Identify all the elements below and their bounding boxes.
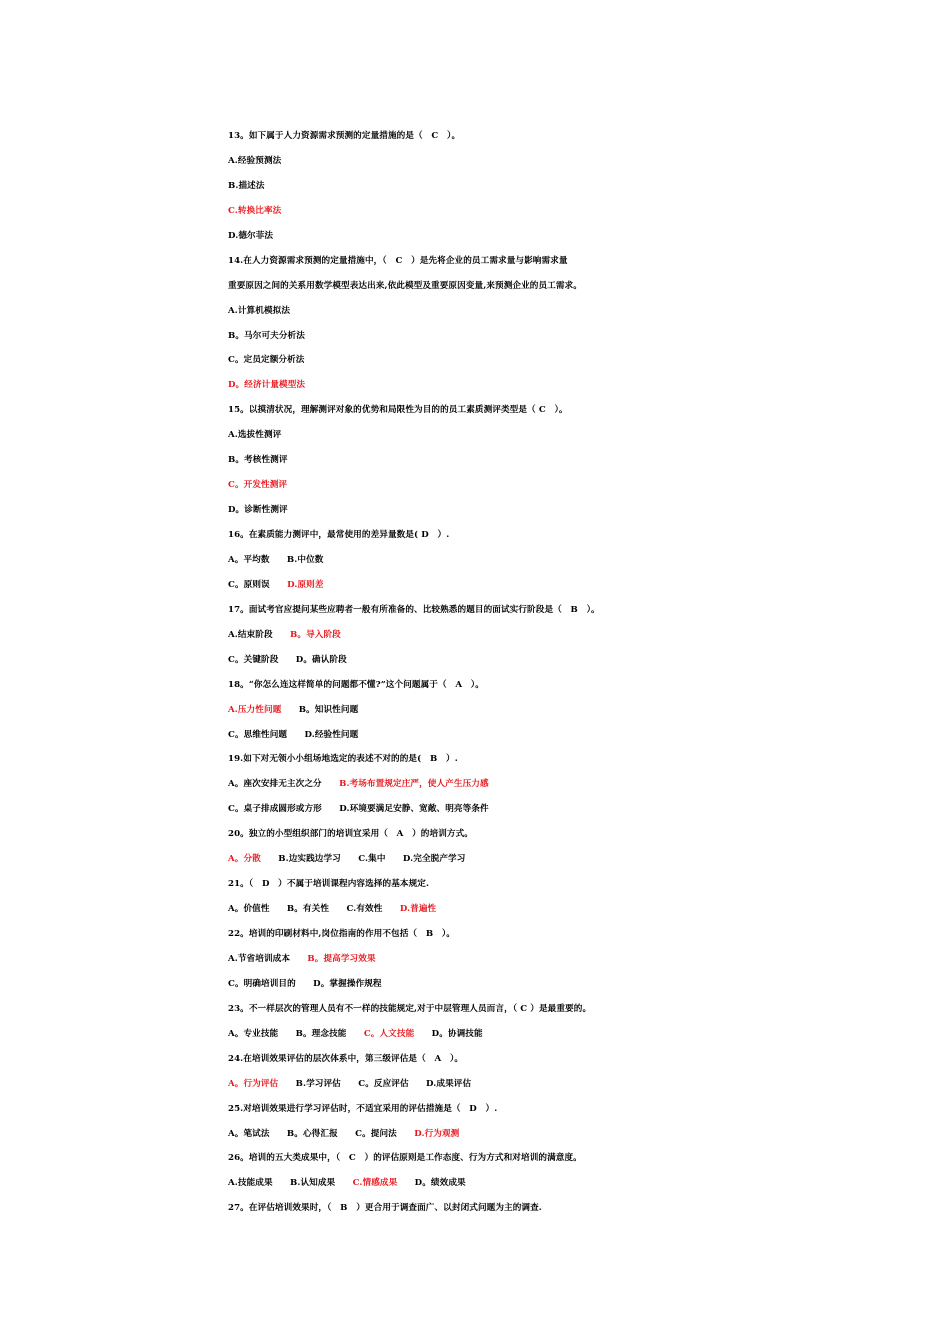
text-segment: C。原则误: [228, 579, 288, 590]
text-line: [228, 1200, 908, 1225]
text-line: [228, 452, 908, 477]
text-segment: 15。以摸清状况，理解测评对象的优势和局限性为目的的员工素质测评类型是（ C ）。: [228, 405, 568, 416]
text-segment: 24.在培训效果评估的层次体系中，第三级评估是（ A ）。: [228, 1053, 464, 1064]
answer-option-text: B.考场布置规定庄严，使人产生压力感: [339, 779, 489, 790]
text-segment: B。考核性测评: [228, 455, 288, 466]
text-line: [228, 727, 908, 752]
text-segment: B.学习评估 C。反应评估 D.成果评估: [278, 1078, 472, 1089]
text-segment: A.结束阶段: [228, 629, 291, 640]
text-segment: A。座次安排无主次之分: [228, 779, 340, 790]
text-segment: 14.在人力资源需求预测的定量措施中，（ C ）是先将企业的员工需求量与影响需求量: [228, 255, 568, 266]
text-segment: 26。培训的五大类成果中，（ C ）的评估原则是工作态度、行为方式和对培训的满意度。: [228, 1153, 582, 1164]
text-segment: B。知识性问题: [281, 704, 359, 715]
text-segment: A。价值性 B。有关性 C.有效性: [228, 904, 400, 915]
text-line: [228, 1076, 908, 1101]
text-segment: 18。“你怎么连这样简单的问题都不懂?”这个问题属于（ A ）。: [228, 679, 484, 690]
text-segment: A。平均数 B.中位数: [228, 554, 324, 565]
text-line: [228, 1051, 908, 1076]
text-segment: D。协调技能: [414, 1028, 483, 1039]
text-segment: 27。在评估培训效果时，（ B ）更合用于调查面广、以封闭式问题为主的调查.: [228, 1203, 542, 1214]
text-line: [228, 951, 908, 976]
text-line: [228, 602, 908, 627]
exam-document: [228, 128, 908, 1225]
text-segment: 16。在素质能力测评中，最常使用的差异量数是( D ）.: [228, 530, 450, 540]
text-line: [228, 976, 908, 1001]
text-segment: B。马尔可夫分析法: [228, 330, 305, 341]
text-line: [228, 477, 908, 502]
text-segment: C。思维性问题 D.经验性问题: [228, 729, 359, 740]
text-line: [228, 527, 908, 552]
text-line: [228, 926, 908, 951]
text-line: [228, 1101, 908, 1126]
text-segment: C。关键阶段 D。确认阶段: [228, 654, 347, 665]
text-segment: 20。独立的小型组织部门的培训宜采用（ A ）的培训方式。: [228, 829, 473, 840]
answer-option-text: B。提高学习效果: [307, 953, 376, 964]
text-line: [228, 627, 908, 652]
text-line: [228, 552, 908, 577]
text-segment: A.节省培训成本: [228, 953, 308, 964]
text-line: [228, 1001, 908, 1026]
text-line: [228, 851, 908, 876]
text-line: [228, 1126, 908, 1151]
text-line: [228, 677, 908, 702]
text-segment: C。明确培训目的 D。掌握操作规程: [228, 978, 382, 989]
text-line: [228, 278, 908, 303]
text-segment: C。定员定额分析法: [228, 355, 305, 366]
text-line: [228, 702, 908, 727]
answer-option-text: A。行为评估: [228, 1078, 279, 1089]
text-segment: D.德尔菲法: [228, 230, 274, 241]
text-line: [228, 153, 908, 178]
text-line: [228, 203, 908, 228]
text-line: [228, 1150, 908, 1175]
text-segment: B.描述法: [228, 180, 265, 191]
answer-option-text: A.压力性问题: [228, 704, 282, 715]
text-line: [228, 901, 908, 926]
answer-option-text: C.转换比率法: [228, 205, 282, 216]
text-line: [228, 178, 908, 203]
answer-option-text: D.原则差: [287, 579, 324, 590]
text-segment: A。笔试法 B。心得汇报 C。提问法: [228, 1128, 415, 1139]
text-segment: A.经验预测法: [228, 155, 282, 166]
text-segment: A。专业技能 B。理念技能: [228, 1028, 364, 1039]
text-line: [228, 328, 908, 353]
text-line: [228, 427, 908, 452]
text-segment: D。绩效成果: [397, 1178, 466, 1189]
text-line: [228, 352, 908, 377]
text-line: [228, 826, 908, 851]
answer-option-text: B。导入阶段: [290, 629, 341, 640]
text-segment: B.边实践边学习 C.集中 D.完全脱产学习: [260, 854, 466, 865]
text-line: [228, 1026, 908, 1051]
text-line: [228, 502, 908, 527]
text-segment: A.选拔性测评: [228, 430, 282, 441]
answer-option-text: D。经济计量模型法: [228, 380, 306, 391]
text-segment: D。诊断性测评: [228, 505, 288, 516]
text-line: [228, 402, 908, 427]
answer-option-text: D.普遍性: [399, 904, 437, 915]
text-line: [228, 776, 908, 801]
text-line: [228, 253, 908, 278]
text-segment: 22。培训的印刷材料中,岗位指南的作用不包括（ B ）。: [228, 929, 455, 939]
text-segment: 19.如下对无领小小组场地选定的表述不对的的是( B ）.: [228, 754, 458, 765]
answer-option-text: D.行为观测: [414, 1128, 460, 1139]
text-segment: 21。（ D ）不属于培训课程内容选择的基本规定.: [228, 879, 430, 890]
text-line: [228, 1175, 908, 1200]
text-segment: 17。面试考官应提问某些应聘者一般有所准备的、比较熟悉的题目的面试实行阶段是（ B ）。: [228, 604, 600, 615]
text-segment: C。桌子排成圆形或方形 D.环境要满足安静、宽敞、明亮等条件: [228, 804, 489, 815]
text-line: [228, 228, 908, 253]
text-line: [228, 876, 908, 901]
text-segment: A.计算机模拟法: [228, 305, 291, 316]
answer-option-text: A。分散: [228, 854, 261, 865]
text-line: [228, 377, 908, 402]
text-line: [228, 751, 908, 776]
text-line: [228, 128, 908, 153]
text-line: [228, 652, 908, 677]
text-segment: 13。如下属于人力资源需求预测的定量措施的是（ C ）。: [228, 131, 461, 141]
text-segment: 23。不一样层次的管理人员有不一样的技能规定,对于中层管理人员而言，（ C ）是最重要的。: [228, 1003, 592, 1014]
answer-option-text: C。人文技能: [363, 1028, 415, 1039]
answer-option-text: C。开发性测评: [228, 480, 288, 491]
answer-option-text: C.情感成果: [352, 1178, 398, 1189]
text-line: [228, 577, 908, 602]
text-line: [228, 303, 908, 328]
text-segment: 25.对培训效果进行学习评估时，不适宜采用的评估措施是（ D ）.: [228, 1103, 498, 1114]
text-segment: 重要原因之间的关系用数学模型表达出来,依此模型及重要原因变量,来预测企业的员工需求。: [228, 280, 582, 291]
text-segment: A.技能成果 B.认知成果: [228, 1178, 353, 1189]
text-line: [228, 801, 908, 826]
